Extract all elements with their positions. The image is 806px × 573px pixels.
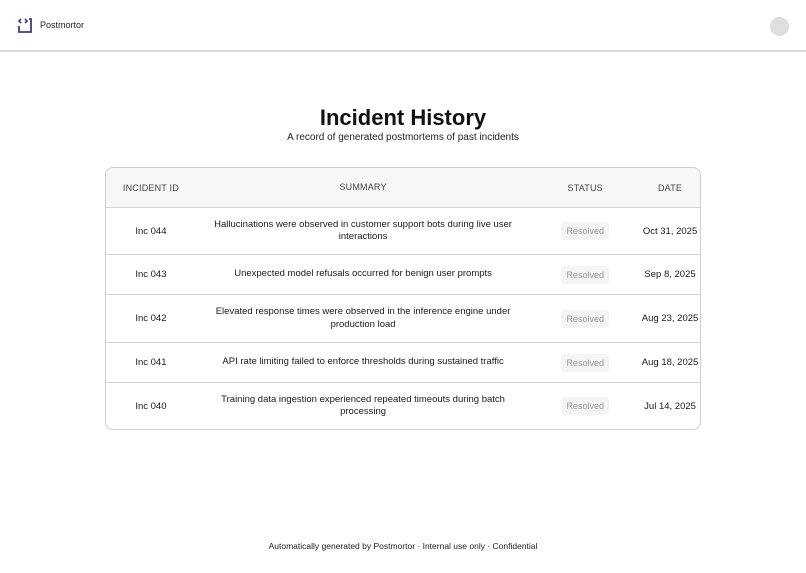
status-badge: Resolved — [561, 266, 609, 284]
incident-id: Inc 040 — [135, 400, 167, 412]
avatar[interactable] — [770, 17, 789, 36]
status-badge: Resolved — [561, 397, 609, 415]
incident-date: Jul 14, 2025 — [644, 400, 696, 412]
page-subtitle: A record of generated postmortems of past incidents — [287, 132, 519, 143]
brand-name[interactable]: Postmortor — [40, 20, 85, 30]
table-row[interactable] — [106, 207, 700, 254]
incident-id: Inc 041 — [135, 357, 167, 368]
incident-summary: Unexpected model refusals occurred for benign user prompts — [234, 268, 492, 280]
status-badge: Resolved — [561, 222, 609, 240]
incident-summary: API rate limiting failed to enforce thresholds during sustained traffic — [222, 356, 504, 368]
status-badge: Resolved — [561, 310, 609, 328]
table-row[interactable] — [106, 342, 700, 382]
incident-summary: Elevated response times were observed in the inference engine under production load — [215, 306, 511, 330]
status-badge: Resolved — [561, 354, 609, 372]
table-row[interactable] — [106, 254, 700, 294]
column-header-status: STATUS — [567, 182, 603, 193]
incident-date: Aug 18, 2025 — [641, 357, 699, 368]
page-title: Incident History — [319, 105, 487, 130]
incident-date: Aug 23, 2025 — [641, 313, 699, 324]
column-header-date: DATE — [657, 182, 683, 193]
incident-table — [105, 167, 701, 430]
incident-id: Inc 042 — [135, 313, 167, 324]
column-header-summary: SUMMARY — [339, 182, 387, 193]
column-header-id: INCIDENT ID — [122, 182, 179, 193]
footer-note: Automatically generated by Postmortor · Internal use only · Confidential — [268, 541, 538, 551]
table-header — [106, 168, 700, 207]
incident-summary: Hallucinations were observed in customer support bots during live user interactions — [214, 218, 512, 242]
incident-id: Inc 044 — [135, 225, 167, 237]
top-bar — [0, 0, 806, 52]
table-row[interactable] — [106, 382, 700, 429]
incident-date: Oct 31, 2025 — [642, 225, 698, 237]
incident-id: Inc 043 — [135, 269, 167, 280]
table-row[interactable] — [106, 294, 700, 342]
incident-summary: Training data ingestion experienced repeated timeouts during batch processing — [221, 393, 505, 417]
bracket-code-icon[interactable] — [17, 17, 33, 34]
incident-date: Sep 8, 2025 — [644, 269, 696, 280]
